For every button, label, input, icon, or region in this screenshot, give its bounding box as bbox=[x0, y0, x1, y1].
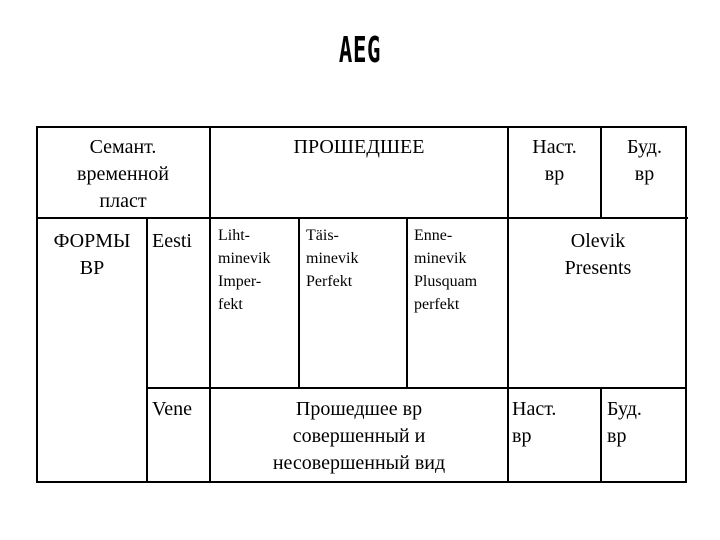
taisminevik-cell: Täis- minevik Perfekt bbox=[306, 227, 359, 290]
col-divider-present-future-vene bbox=[600, 387, 602, 483]
semantic-layer-header: Семант. временной пласт bbox=[77, 136, 169, 212]
russian-label: Vene bbox=[152, 398, 192, 420]
col-divider-language bbox=[146, 217, 148, 483]
header-divider bbox=[36, 217, 688, 219]
russian-future-cell: Буд. вр bbox=[607, 398, 642, 447]
estonian-label: Eesti bbox=[152, 230, 192, 252]
present-header: Наст. вр bbox=[532, 136, 577, 185]
estonian-russian-divider bbox=[146, 387, 687, 389]
col-divider-liht-tais bbox=[298, 217, 300, 388]
forms-label: ФОРМЫ ВР bbox=[53, 230, 131, 279]
col-divider-tais-enne bbox=[406, 217, 408, 388]
enneminevik-cell: Enne- minevik Plusquam perfekt bbox=[414, 227, 478, 313]
past-header: ПРОШЕДШЕЕ bbox=[293, 136, 425, 158]
lihtminevik-cell: Liht- minevik Imper- fekt bbox=[218, 227, 271, 313]
russian-present-cell: Наст. вр bbox=[512, 398, 557, 447]
olevik-cell: Olevik Presents bbox=[564, 230, 632, 279]
future-header: Буд. вр bbox=[627, 136, 662, 185]
page-title: AEG bbox=[338, 30, 382, 71]
russian-past-cell: Прошедшее вр совершенный и несовершенный вид bbox=[272, 398, 446, 474]
